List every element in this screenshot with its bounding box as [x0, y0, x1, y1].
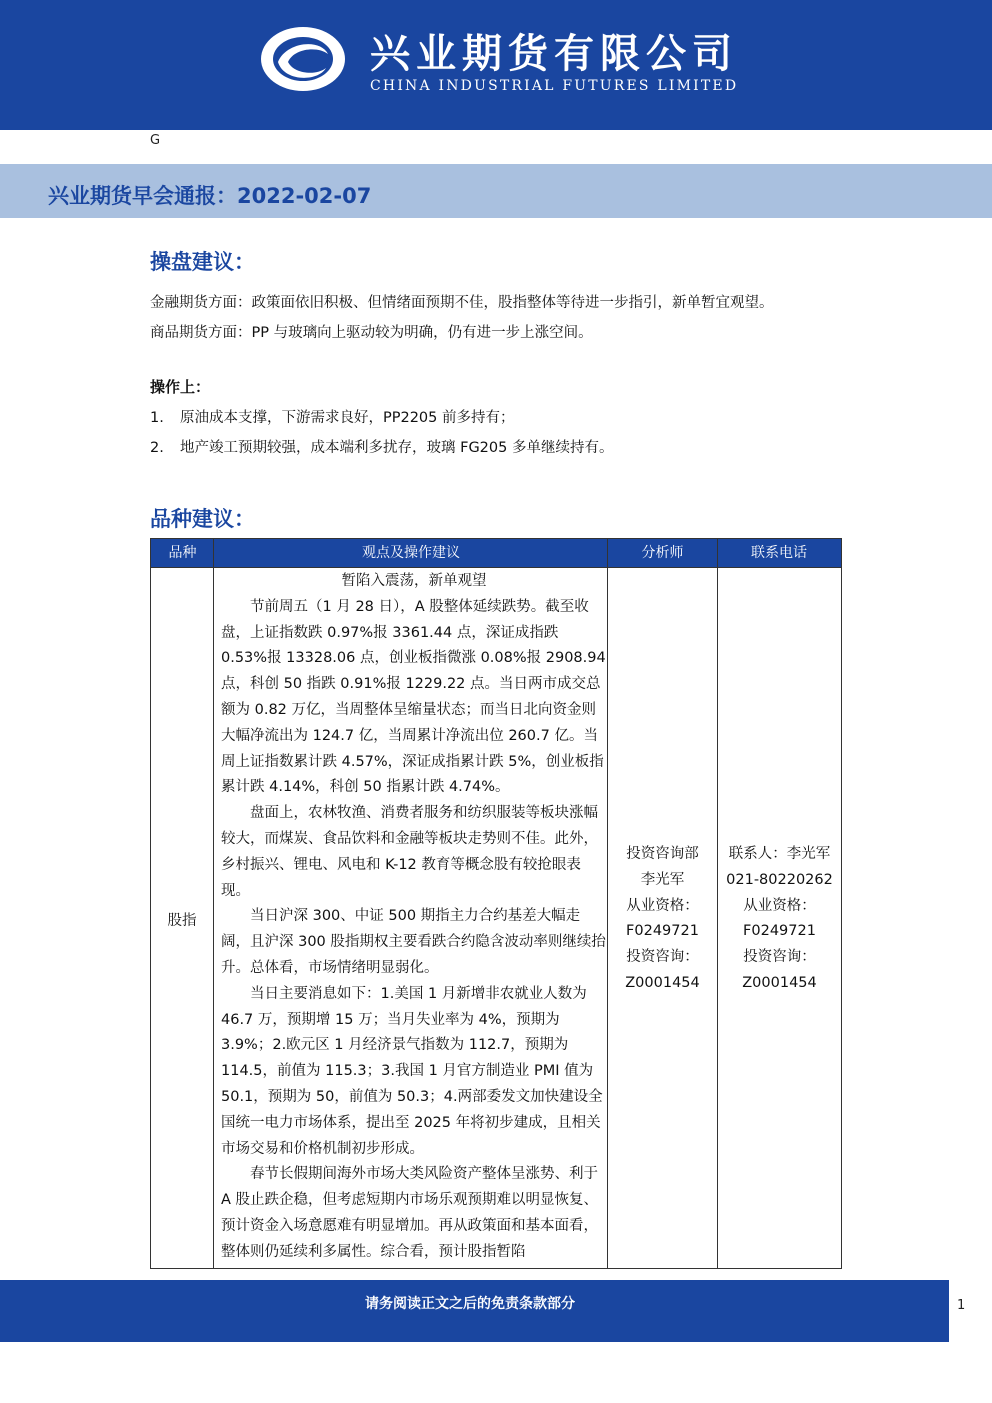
operation-text: 地产竣工预期较强，成本端利多扰存，玻璃 FG205 多单继续持有。: [180, 440, 614, 456]
header-analyst: 分析师: [641, 545, 684, 561]
header-phone: 联系电话: [751, 545, 807, 561]
advice-title: 暂陷入震荡，新单观望: [341, 573, 487, 589]
page-header: [0, 0, 992, 130]
advice-paragraph: 当日主要消息如下：1.美国 1 月新增非农就业人数为 46.7 万，预期增 15 万；当月失业率为 4%，预期为 3.9%；2.欧元区 1 月经济景气指数为 112.7，预期为 114.5，前值为 115.3；3.我国 1 月官方制造业 PMI 值为 50.1，预期为 50，前值为 50.3；4.两部委发文加快建设全国统一电力市场体系，提出至 2025 年将初步建成，且相关市场交易和价格机制初步形成。: [221, 985, 603, 1157]
contact-line: 投资咨询：: [743, 949, 816, 966]
analyst-line: 李光军: [640, 871, 685, 888]
operation-text: 原油成本支撑，下游需求良好，PP2205 前多持有；: [180, 410, 515, 426]
financial-futures-line: 金融期货方面：政策面依旧积极、但情绪面预期不佳，股指整体等待进一步指引，新单暂宜观望。: [150, 295, 774, 311]
contact-line: 联系人：李光军: [728, 846, 831, 862]
header-divider: [151, 567, 841, 568]
analyst-line: 投资咨询部: [626, 846, 699, 862]
advice-paragraph: 当日沪深 300、中证 500 期指主力合约基差大幅走阔，且沪深 300 股指期权主要看跌合约隐含波动率则继续抬升。总体看，市场情绪明显弱化。: [221, 908, 606, 976]
contact-line: 021-80220262: [726, 871, 833, 888]
header-variety: 品种: [168, 545, 197, 561]
header-advice: 观点及操作建议: [362, 545, 460, 561]
variety-table: [150, 538, 842, 1269]
company-swirl-logo-icon: [258, 24, 348, 94]
contact-line: 从业资格：: [743, 897, 816, 914]
contact-cell: [718, 842, 841, 997]
commodity-futures-line: 商品期货方面：PP 与玻璃向上驱动较为明确，仍有进一步上涨空间。: [150, 325, 593, 341]
page-footer: [0, 1280, 949, 1342]
table-header-row: [151, 539, 841, 567]
operation-number: 2.: [150, 440, 164, 456]
analyst-cell: [608, 842, 717, 997]
page-marker: G: [150, 133, 161, 148]
analyst-line: F0249721: [626, 923, 699, 940]
operation-number: 1.: [150, 410, 164, 426]
advice-cell: [221, 569, 607, 1266]
section-heading-trading: 操盘建议：: [150, 250, 255, 274]
operation-item: [150, 406, 515, 427]
analyst-line: 投资咨询：: [626, 949, 699, 966]
advice-paragraph: 节前周五（1 月 28 日），A 股整体延续跌势。截至收盘，上证指数跌 0.97%报 3361.44 点，深证成指跌 0.53%报 13328.06 点，创业板指微涨 0.08%报 2908.94 点，科创 50 指跌 0.91%报 1229.22 点。当日两市成交总额为 0.82 万亿，当周整体呈缩量状态；而当日北向资金则大幅净流出为 124.7 亿，当周累计净流出位 260.7 亿。当周上证指数累计跌 4.57%，深证成指累计跌 5%，创业板指累计跌 4.14%，科创 50 指累计跌 4.74%。: [221, 598, 606, 796]
company-name-cn: 兴业期货有限公司: [370, 30, 738, 77]
analyst-line: Z0001454: [625, 974, 700, 991]
advice-paragraph: 春节长假期间海外市场大类风险资产整体呈涨势、利于 A 股止跌企稳，但考虑短期内市场乐观预期难以明显恢复、预计资金入场意愿难有明显增加。再从政策面和基本面看，整体则仍延续利多属性。综合看，预计股指暂陷: [221, 1166, 599, 1260]
variety-cell: 股指: [167, 913, 197, 929]
page-number: 1: [957, 1298, 966, 1313]
analyst-line: 从业资格：: [626, 897, 699, 914]
contact-line: Z0001454: [742, 974, 817, 991]
disclaimer-notice: 请务阅读正文之后的免责条款部分: [365, 1296, 575, 1312]
column-divider: [213, 539, 214, 1269]
contact-line: F0249721: [743, 923, 816, 940]
operation-item: [150, 436, 613, 457]
report-title: 兴业期货早会通报：2022-02-07: [48, 184, 372, 208]
operations-heading: 操作上：: [150, 378, 211, 396]
company-name-en: CHINA INDUSTRIAL FUTURES LIMITED: [370, 78, 739, 94]
section-heading-varieties: 品种建议：: [150, 507, 255, 531]
advice-paragraph: 盘面上，农林牧渔、消费者服务和纺织服装等板块涨幅较大，而煤炭、食品饮料和金融等板块走势则不佳。此外，乡村振兴、锂电、风电和 K-12 教育等概念股有较抢眼表现。: [221, 805, 598, 899]
